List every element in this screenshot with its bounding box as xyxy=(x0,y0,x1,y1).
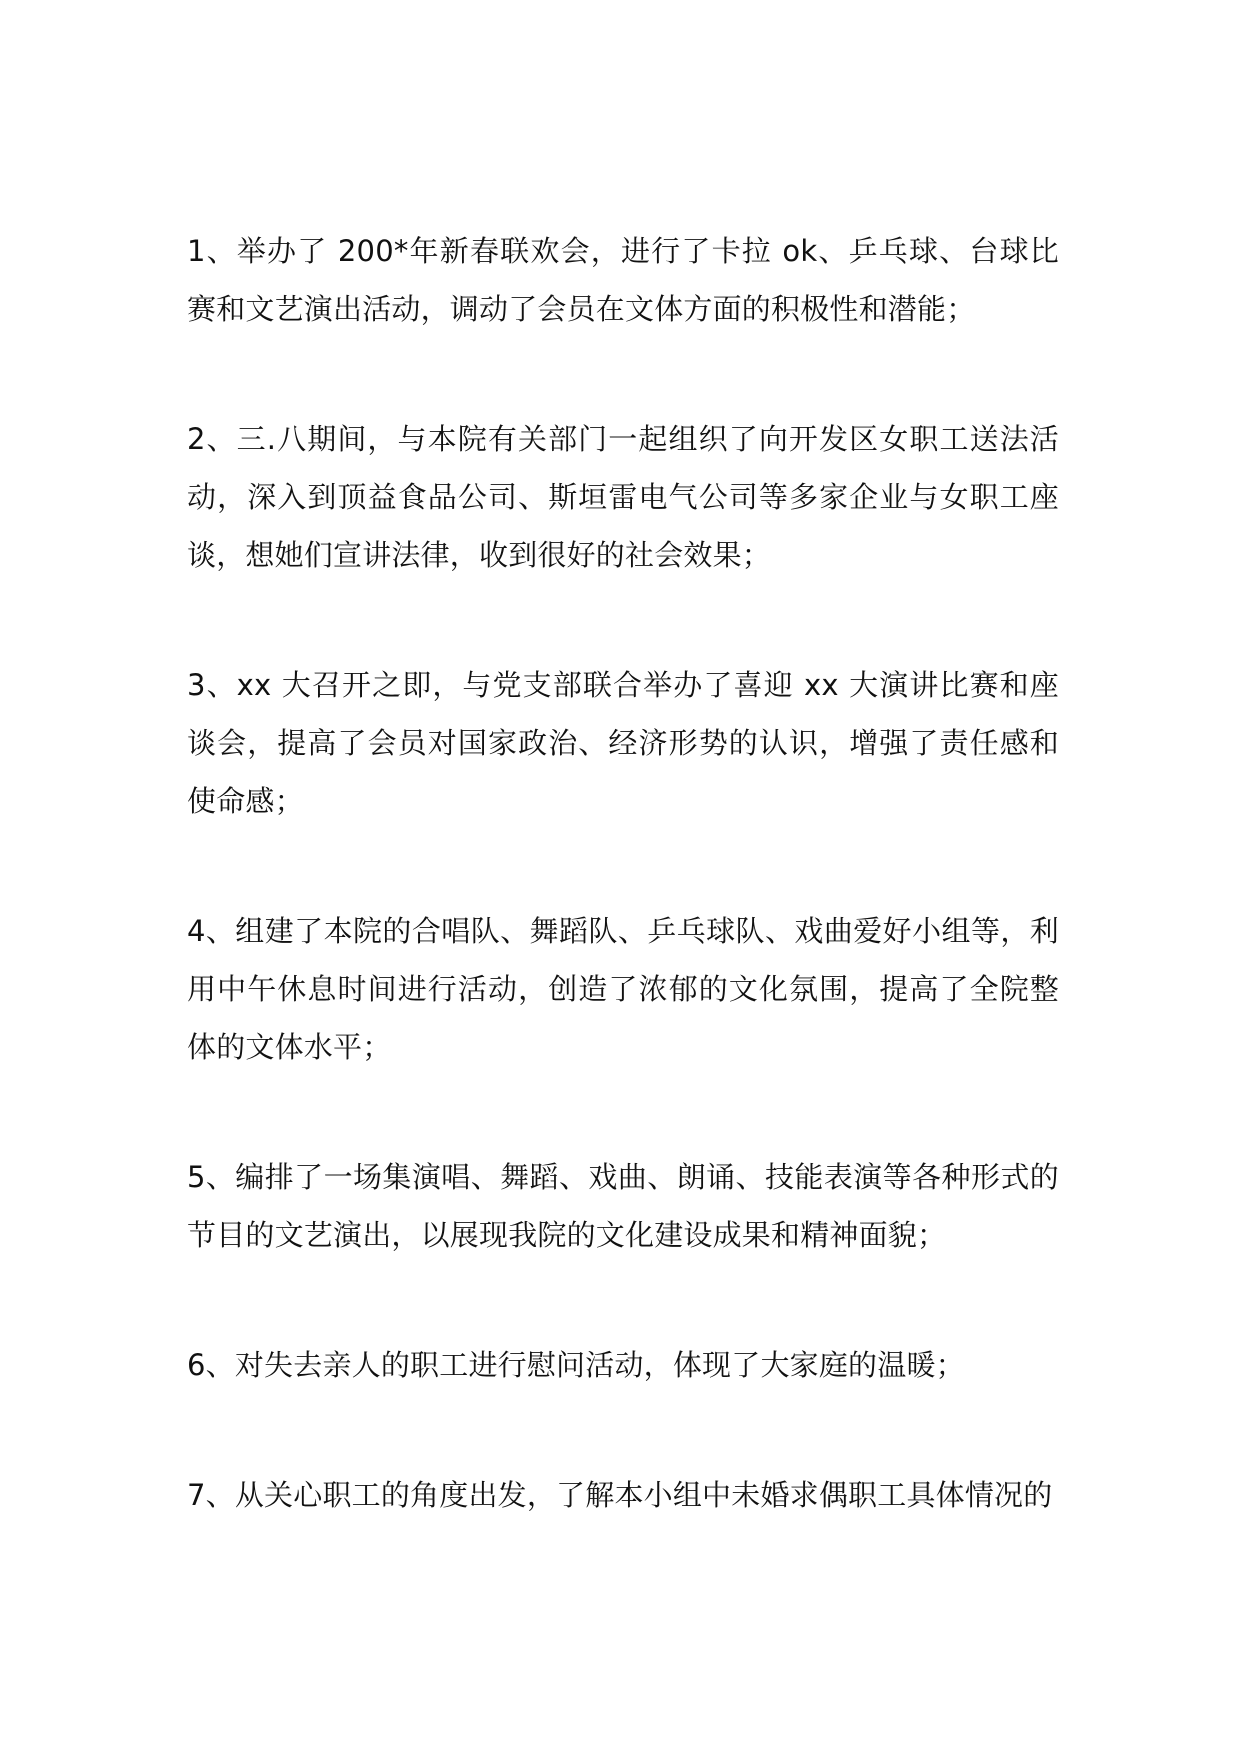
document-body xyxy=(187,222,1059,1524)
paragraph-item-1: 1、举办了 200*年新春联欢会，进行了卡拉 ok、乒乓球、台球比赛和文艺演出活动，调动了会员在文体方面的积极性和潜能； xyxy=(187,234,1059,326)
paragraph-item-7: 7、从关心职工的角度出发，了解本小组中未婚求偶职工具体情况的 xyxy=(187,1478,1053,1512)
paragraph-item-6: 6、对失去亲人的职工进行慰问活动，体现了大家庭的温暖； xyxy=(187,1348,965,1382)
paragraph-item-3: 3、xx 大召开之即，与党支部联合举办了喜迎 xx 大演讲比赛和座谈会，提高了会员对国家政治、经济形势的认识，增强了责任感和使命感； xyxy=(187,668,1059,818)
paragraph-item-5: 5、编排了一场集演唱、舞蹈、戏曲、朗诵、技能表演等各种形式的节目的文艺演出，以展现我院的文化建设成果和精神面貌； xyxy=(187,1160,1059,1252)
paragraph-item-4: 4、组建了本院的合唱队、舞蹈队、乒乓球队、戏曲爱好小组等，利用中午休息时间进行活动，创造了浓郁的文化氛围，提高了全院整体的文体水平； xyxy=(187,914,1059,1064)
paragraph-item-2: 2、三.八期间，与本院有关部门一起组织了向开发区女职工送法活动，深入到顶益食品公司、斯垣雷电气公司等多家企业与女职工座谈，想她们宣讲法律，收到很好的社会效果； xyxy=(187,422,1059,572)
